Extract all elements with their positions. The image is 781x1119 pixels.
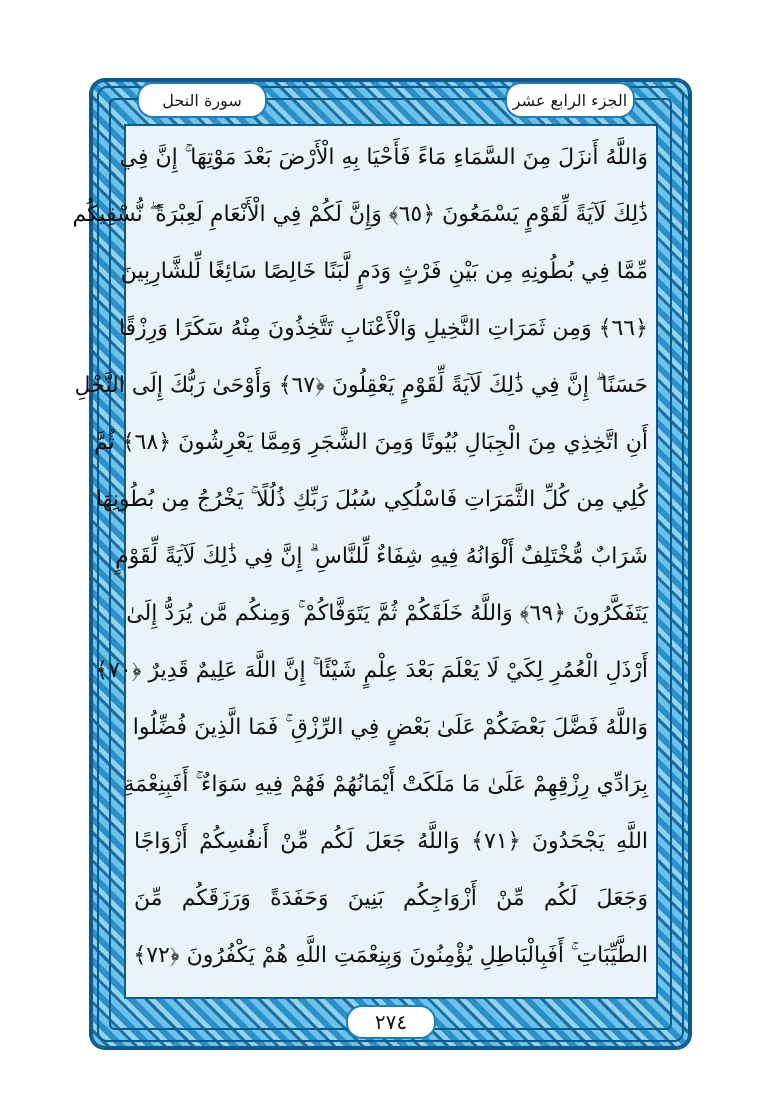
verse-line: أَنِ اتَّخِذِي مِنَ الْجِبَالِ بُيُوتًا وَمِنَ الشَّجَرِ وَمِمَّا يَعْرِشُونَ ﴿٦٨﴾ ثُمَّ bbox=[93, 430, 648, 455]
juz-label: الجزء الرابع عشر bbox=[505, 82, 635, 118]
verse-line: ﴿٦٦﴾ وَمِن ثَمَرَاتِ النَّخِيلِ وَالْأَعْنَابِ تَتَّخِذُونَ مِنْهُ سَكَرًا وَرِزْقًا bbox=[118, 316, 648, 341]
verse-line: اللَّهِ يَجْحَدُونَ ﴿٧١﴾ وَاللَّهُ جَعَلَ لَكُم مِّنْ أَنفُسِكُمْ أَزْوَاجًا bbox=[134, 829, 649, 854]
verse-line: كُلِي مِن كُلِّ الثَّمَرَاتِ فَاسْلُكِي سُبُلَ رَبِّكِ ذُلُلًا ۚ يَخْرُجُ مِن بُطُونِهَا bbox=[95, 487, 648, 512]
verse-line: أَرْذَلِ الْعُمُرِ لِكَيْ لَا يَعْلَمَ بَعْدَ عِلْمٍ شَيْئًا ۚ إِنَّ اللَّهَ عَلِيمٌ قَدِيرٌ ﴿٧٠﴾ bbox=[95, 658, 648, 683]
verse-line: يَتَفَكَّرُونَ ﴿٦٩﴾ وَاللَّهُ خَلَقَكُمْ ثُمَّ يَتَوَفَّاكُمْ ۚ وَمِنكُم مَّن يُرَدُّ إِلَىٰ bbox=[126, 601, 648, 626]
verse-line: بِرَادِّي رِزْقِهِمْ عَلَىٰ مَا مَلَكَتْ أَيْمَانُهُمْ فَهُمْ فِيهِ سَوَاءٌ ۚ أَفَبِنِعْمَةِ bbox=[123, 772, 648, 797]
verse-line: شَرَابٌ مُّخْتَلِفٌ أَلْوَانُهُ فِيهِ شِفَاءٌ لِّلنَّاسِ ۗ إِنَّ فِي ذَٰلِكَ لَآيَةً لِّقَوْمٍ bbox=[115, 544, 648, 569]
verse-line: وَاللَّهُ فَضَّلَ بَعْضَكُمْ عَلَىٰ بَعْضٍ فِي الرِّزْقِ ۚ فَمَا الَّذِينَ فُضِّلُوا bbox=[132, 715, 648, 740]
verse-lines bbox=[72, 130, 658, 990]
verse-line: مِّمَّا فِي بُطُونِهِ مِن بَيْنِ فَرْثٍ وَدَمٍ لَّبَنًا خَالِصًا سَائِغًا لِّلشَّارِبِينَ bbox=[120, 259, 648, 284]
verse-line: وَجَعَلَ لَكُم مِّنْ أَزْوَاجِكُم بَنِينَ وَحَفَدَةً وَرَزَقَكُم مِّنَ bbox=[134, 886, 648, 911]
verse-line: الطَّيِّبَاتِ ۚ أَفَبِالْبَاطِلِ يُؤْمِنُونَ وَبِنِعْمَتِ اللَّهِ هُمْ يَكْفُرُونَ ﴿٧٢﴾ bbox=[133, 943, 648, 968]
surah-label: سورة النحل bbox=[137, 82, 267, 118]
page-number: ٢٧٤ bbox=[346, 1005, 436, 1039]
verse-line: وَاللَّهُ أَنزَلَ مِنَ السَّمَاءِ مَاءً فَأَحْيَا بِهِ الْأَرْضَ بَعْدَ مَوْتِهَا ۚ إِنَّ فِي bbox=[119, 145, 648, 170]
verse-line: حَسَنًا ۗ إِنَّ فِي ذَٰلِكَ لَآيَةً لِّقَوْمٍ يَعْقِلُونَ ﴿٦٧﴾ وَأَوْحَىٰ رَبُّكَ إِلَى النَّحْلِ bbox=[74, 373, 648, 398]
verse-line: ذَٰلِكَ لَآيَةً لِّقَوْمٍ يَسْمَعُونَ ﴿٦٥﴾ وَإِنَّ لَكُمْ فِي الْأَنْعَامِ لَعِبْرَةً ۖ نُّسْقِيكُم bbox=[72, 202, 648, 227]
